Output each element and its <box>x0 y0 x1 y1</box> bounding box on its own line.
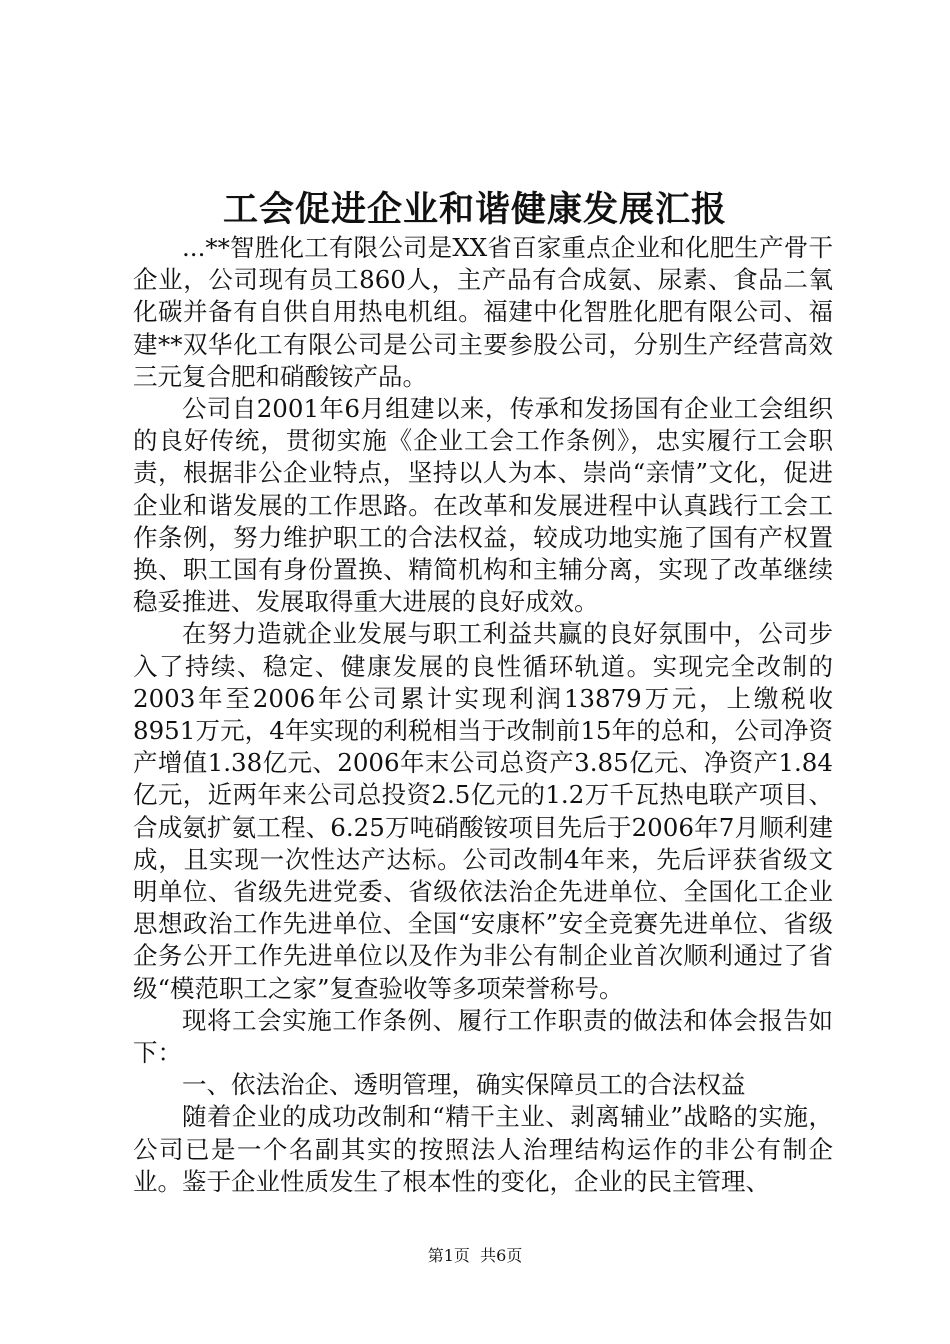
section-heading-1: 一、依法治企、透明管理，确实保障员工的合法权益 <box>182 1070 746 1100</box>
document-title: 工会促进企业和谐健康发展汇报 <box>222 189 727 230</box>
paragraph-section-1: 随着企业的成功改制和“精干主业、剥离辅业”战略的实施，公司已是一个名副其实的按照法人治理结构运作的非公有制企业。鉴于企业性质发生了根本性的变化，企业的民主管理、 <box>133 1102 833 1196</box>
paragraph-achievements: 在努力造就企业发展与职工利益共赢的良好氛围中，公司步入了持续、稳定、健康发展的良性循环轨道。实现完全改制的2003年至2006年公司累计实现利润13879万元，上缴税收8951万元，4年实现的利税相当于改制前15年的总和，公司净资产增值1.38亿元、2006年末公司总资产3.85亿元、净资产1.84亿元，近两年来公司总投资2.5亿元的1.2万千瓦热电联产项目、合成氨扩氨工程、6.25万吨硝酸铵项目先后于2006年7月顺利建成，且实现一次性达产达标。公司改制4年来，先后评获省级文明单位、省级先进党委、省级依法治企先进单位、全国化工企业思想政治工作先进单位、全国“安康杯”安全竞赛先进单位、省级企务公开工作先进单位以及作为非公有制企业首次顺利通过了省级“模范职工之家”复查验收等多项荣誉称号。 <box>133 619 833 1003</box>
page-footer <box>0 1245 950 1267</box>
paragraph-history: 公司自2001年6月组建以来，传承和发扬国有企业工会组织的良好传统，贯彻实施《企业工会工作条例》，忠实履行工会职责，根据非公企业特点，坚持以人为本、崇尚“亲情”文化，促进企业和谐发展的工作思路。在改革和发展进程中认真践行工会工作条例，努力维护职工的合法权益，较成功地实施了国有产权置换、职工国有身份置换、精简机构和主辅分离，实现了改革继续稳妥推进、发展取得重大进展的良好成效。 <box>133 394 833 617</box>
document-body <box>133 232 833 1198</box>
footer-separator <box>470 1246 480 1265</box>
paragraph-intro: ...**智胜化工有限公司是XX省百家重点企业和化肥生产骨干企业，公司现有员工860人，主产品有合成氨、尿素、食品二氧化碳并备有自供自用热电机组。福建中化智胜化肥有限公司、福建**双华化工有限公司是公司主要参股公司，分别生产经营高效三元复合肥和硝酸铵产品。 <box>133 233 833 391</box>
page-number: 第1页 <box>427 1246 470 1265</box>
page-total: 共6页 <box>480 1246 523 1265</box>
paragraph-report-intro: 现将工会实施工作条例、履行工作职责的做法和体会报告如下： <box>133 1005 833 1068</box>
